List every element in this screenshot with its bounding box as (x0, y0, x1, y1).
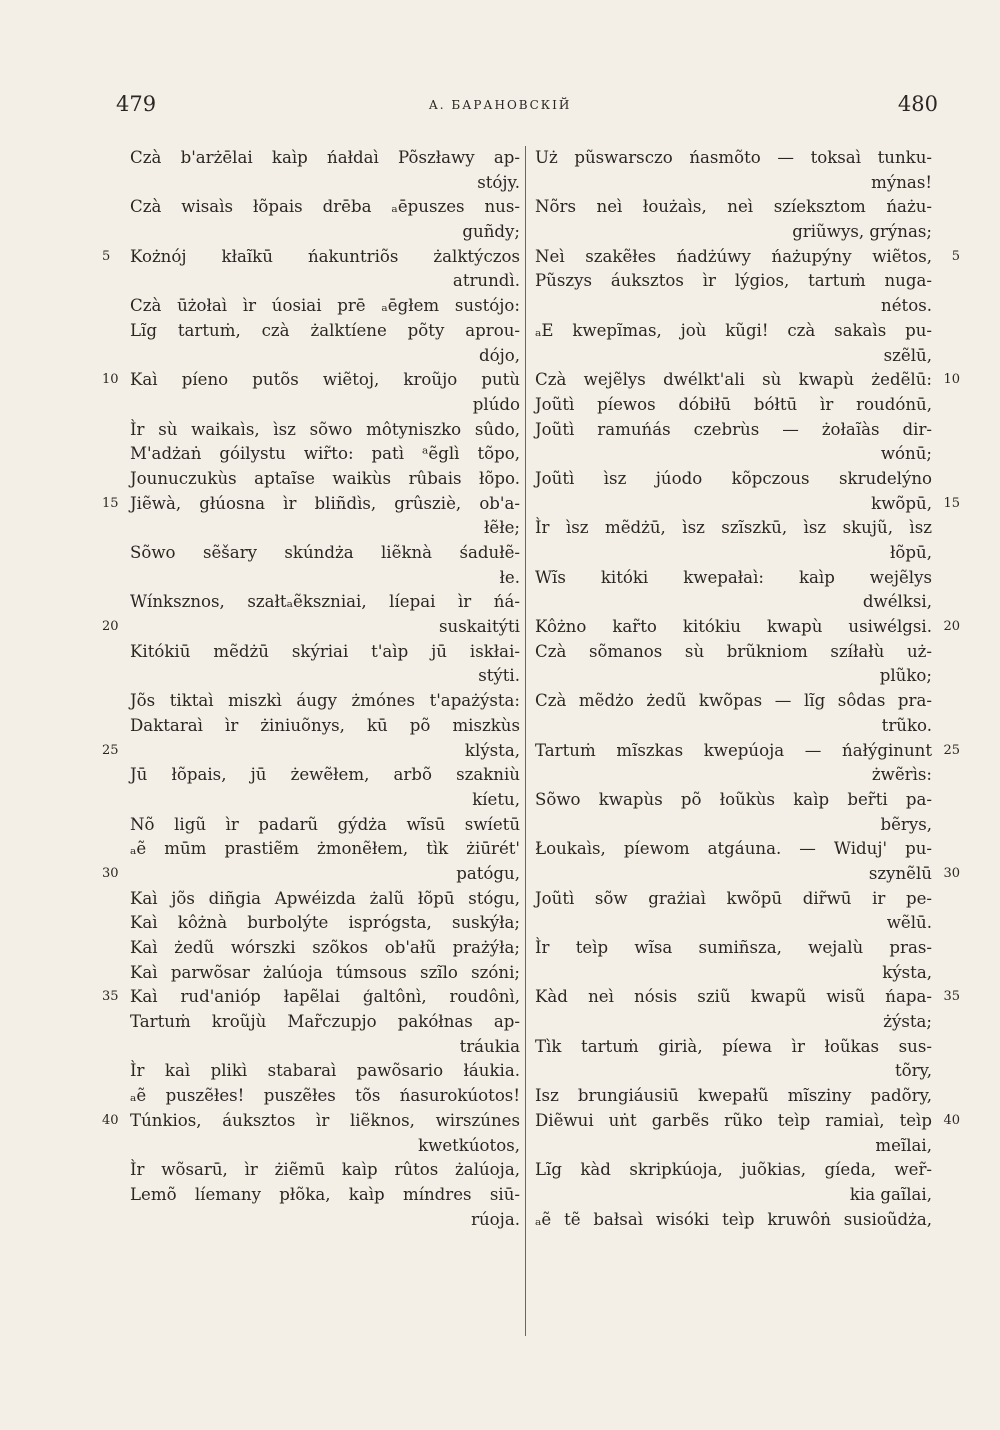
verse-text: Nõ ligũ ìr padarũ gýdża wĩsū swíetū (130, 814, 520, 834)
verse-text: Kaì kôżnà burbolýte isprógsta, suskýła; (130, 913, 520, 933)
verse-text: Kożnój kłaĩkū ńakuntriõs żalktýczos (130, 246, 520, 266)
verse-line (100, 887, 520, 912)
verse-line (533, 1208, 962, 1233)
verse-line (533, 640, 962, 665)
verse-text: M'adżaṅ góilystu wir̃to: patì ᵃẽglì tõpo, (130, 444, 520, 464)
verse-text: Tartuṁ kroũjù Mar̃czupjo pakółnas ap- (130, 1012, 520, 1032)
verse-text: łõpū, (890, 543, 932, 562)
verse-line (100, 492, 520, 517)
verse-line (533, 195, 962, 220)
verse-text: Czà ūżołaì ìr úosiai prē ₐēgłem sustójo: (130, 296, 520, 316)
page-number-right: 480 (897, 92, 938, 116)
verse-text: Pũszys áuksztos ìr lýgios, tartuṁ nuga- (535, 271, 932, 291)
verse-line (533, 763, 962, 788)
verse-line (100, 640, 520, 665)
verse-line (100, 195, 520, 220)
verse-line (100, 837, 520, 862)
verse-line (100, 714, 520, 739)
verse-text: tõry, (894, 1061, 932, 1081)
page-number-left: 479 (116, 92, 157, 116)
verse-text: Joũtì ìsz júodo kõpczous skrudelýno (535, 468, 932, 488)
verse-line (533, 344, 962, 369)
line-number: 15 (943, 495, 960, 511)
verse-line (533, 1158, 962, 1183)
line-number: 20 (943, 619, 960, 635)
verse-text: szynẽlū (868, 863, 932, 883)
line-number: 35 (102, 989, 119, 1005)
verse-line (100, 294, 520, 319)
verse-line (533, 245, 962, 270)
line-number: 25 (943, 742, 960, 758)
verse-text: kíetu, (472, 789, 520, 809)
verse-text: kýsta, (882, 962, 932, 982)
verse-line (100, 319, 520, 344)
verse-line (533, 887, 962, 912)
verse-line (533, 961, 962, 986)
verse-text: ₐẽ puszẽłes! puszẽłes tõs ńasurokúotos! (130, 1086, 520, 1106)
verse-text: Kàd neì nósis sziũ kwapũ wisũ ńapa- (535, 987, 932, 1007)
verse-line (533, 319, 962, 344)
verse-line (533, 294, 962, 319)
verse-line (533, 862, 962, 887)
verse-line (100, 467, 520, 492)
verse-text: Daktaraì ìr żiniuõnys, kū põ miszkùs (130, 715, 520, 735)
verse-line (100, 862, 520, 887)
verse-line (100, 1035, 520, 1060)
verse-text: kwetkúotos, (418, 1135, 520, 1155)
verse-line (100, 936, 520, 961)
verse-text: dwélksi, (862, 592, 932, 612)
verse-text: Ìr sù waikaìs, ìsz sõwo môtyniszko sûdo, (130, 419, 520, 439)
verse-line (533, 985, 962, 1010)
verse-text: ₐẽ tẽ bałsaì wisóki teìp kruwôṅ susioũdża, (535, 1209, 932, 1229)
verse-line (100, 220, 520, 245)
verse-line (100, 344, 520, 369)
verse-text: Kaì jõs diñgia Apwéizda żalũ łõpū stógu, (130, 888, 520, 908)
verse-line (100, 541, 520, 566)
verse-line (533, 1059, 962, 1084)
verse-line (100, 788, 520, 813)
line-number: 20 (102, 619, 119, 635)
line-number: 5 (102, 248, 111, 264)
verse-text: Kaì żedũ wórszki szõkos ob'ałũ prażýła; (130, 938, 520, 957)
verse-text: kwõpū, (871, 493, 932, 513)
verse-text: ₐẽ mūm prastiẽm żmonẽłem, tìk żiūrét' (130, 839, 520, 859)
verse-text: guñdy; (462, 222, 520, 242)
line-number: 10 (102, 372, 119, 388)
verse-text: łẽłe; (484, 518, 520, 538)
verse-text: Uż pũswarsczo ńasmõto — toksaì tunku- (535, 148, 932, 167)
page-header (0, 92, 1000, 128)
verse-line (533, 171, 962, 196)
line-number: 40 (943, 1112, 960, 1128)
verse-text: Czà b'arżēlai kaìp ńałdaì Põszławy ap- (130, 148, 520, 167)
line-number: 30 (102, 865, 119, 881)
line-number: 10 (943, 372, 960, 388)
verse-line (533, 837, 962, 862)
verse-line (100, 566, 520, 591)
running-title: А. БАРАНОВСКІЙ (428, 98, 572, 112)
verse-line (533, 788, 962, 813)
verse-line (533, 516, 962, 541)
line-number: 15 (102, 495, 119, 511)
verse-text: tráukia (459, 1036, 520, 1056)
verse-line (100, 664, 520, 689)
verse-text: Isz brungiáusiū kwepałũ mĩsziny padõry, (535, 1086, 932, 1106)
verse-line (533, 269, 962, 294)
verse-line (533, 1010, 962, 1035)
verse-text: Sõwo sẽšary skúndża liẽknà śadułẽ- (130, 543, 520, 562)
verse-line (100, 146, 520, 171)
verse-line (100, 1158, 520, 1183)
verse-text: Kaì parwõsar żalúoja túmsous szĩlo szóni; (130, 962, 520, 982)
verse-line (100, 418, 520, 443)
verse-line (533, 368, 962, 393)
verse-line (100, 269, 520, 294)
verse-text: Jiẽwà, głúosna ìr bliñdìs, grûsziè, ob'a- (130, 493, 520, 513)
verse-text: Ìr kaì plikì stabaraì pawõsario łáukia. (130, 1061, 520, 1081)
verse-text: Tartuṁ mĩszkas kwepúoja — ńałýginunt (535, 740, 932, 760)
verse-text: wẽlū. (886, 913, 932, 933)
verse-text: Czà wisaìs łõpais drēba ₐēpuszes nus- (130, 197, 520, 217)
verse-line (533, 442, 962, 467)
verse-line (533, 664, 962, 689)
verse-text: Łoukaìs, píewom atgáuna. — Widuj' pu- (535, 839, 932, 859)
verse-text: suskaitýti (439, 617, 520, 637)
verse-line (100, 689, 520, 714)
verse-text: bẽrys, (880, 814, 932, 834)
verse-text: stójy. (477, 172, 520, 192)
verse-line (533, 936, 962, 961)
verse-text: Wínksznos, szałtₐẽkszniai, líepai ìr ńá- (130, 592, 520, 612)
verse-text: dójo, (478, 345, 520, 365)
verse-line (100, 516, 520, 541)
verse-text: Lĩg tartuṁ, czà żalktíene põty aprou- (130, 320, 520, 340)
verse-line (533, 541, 962, 566)
verse-line (533, 590, 962, 615)
verse-line (533, 220, 962, 245)
verse-line (100, 368, 520, 393)
verse-text: Jõs tiktaì miszkì áugy żmónes t'apażýsta: (130, 691, 520, 711)
line-number: 40 (102, 1112, 119, 1128)
verse-line (533, 739, 962, 764)
verse-line (100, 1084, 520, 1109)
verse-line (533, 492, 962, 517)
verse-line (533, 566, 962, 591)
verse-line (100, 442, 520, 467)
verse-text: Lemõ líemany płõka, kaìp míndres siū- (130, 1184, 520, 1204)
verse-text: Joũtì sõw grażiaì kwõpū dir̃wū ir pe- (535, 888, 932, 908)
verse-text: żwẽrìs: (871, 765, 932, 785)
verse-line (533, 813, 962, 838)
verse-text: Diẽwui uṅt garbẽs rũko teìp ramiaì, teìp (535, 1110, 932, 1130)
verse-text: klýsta, (464, 740, 520, 760)
verse-text: Kaì rud'anióp łapẽlai ģaltônì, roudônì, (130, 987, 520, 1007)
verse-line (100, 615, 520, 640)
line-number: 35 (943, 989, 960, 1005)
verse-text: Ìr ìsz mẽdżū, ìsz szĩszkū, ìsz skujũ, ìsz (535, 518, 932, 538)
verse-text: Joũtì píewos dóbiłū bółtū ìr roudónū, (535, 394, 932, 414)
verse-line (100, 911, 520, 936)
verse-line (100, 590, 520, 615)
verse-text: stýti. (478, 666, 520, 686)
verse-line (533, 1084, 962, 1109)
verse-text: Kitókiū mẽdżū skýriai t'aìp jū iskłai- (130, 641, 520, 661)
verse-line (533, 689, 962, 714)
verse-text: meĩlai, (875, 1135, 932, 1155)
verse-text: plúdo (472, 394, 520, 414)
verse-text: Tìk tartuṁ girià, píewa ìr łoũkas sus- (535, 1036, 932, 1056)
verse-line (100, 739, 520, 764)
verse-text: Neì szakẽłes ńadżúwy ńażupýny wiẽtos, (535, 246, 932, 266)
verse-text: szẽlū, (883, 345, 932, 365)
verse-line (533, 615, 962, 640)
verse-line (100, 763, 520, 788)
line-number: 25 (102, 742, 119, 758)
verse-line (100, 1208, 520, 1233)
verse-line (533, 911, 962, 936)
verse-line (533, 714, 962, 739)
verse-text: patógu, (456, 863, 520, 883)
verse-text: wónū; (880, 444, 932, 464)
verse-text: Túnkios, áuksztos ìr liẽknos, wirszúnes (130, 1110, 520, 1130)
verse-text: Kôżno kar̃to kitókiu kwapù usiwélgsi. (535, 617, 932, 637)
verse-line (533, 467, 962, 492)
verse-text: żýsta; (883, 1012, 932, 1032)
verse-text: kia gaĩlai, (849, 1184, 932, 1204)
verse-text: atrundì. (452, 271, 520, 291)
verse-line (100, 1059, 520, 1084)
verse-line (100, 813, 520, 838)
verse-line (100, 1109, 520, 1134)
verse-text: Nõrs neì łoużaìs, neì szíeksztom ńażu- (535, 197, 932, 217)
verse-line (533, 1109, 962, 1134)
verse-line (533, 418, 962, 443)
verse-text: trũko. (881, 715, 932, 735)
verse-text: ₐE kwepĩmas, joù kũgi! czà sakaìs pu- (535, 320, 932, 340)
verse-text: Joũtì ramuńás czebrùs — żołaĩàs dir- (535, 419, 932, 439)
verse-text: Czà sõmanos sù brũkniom szíłałù uż- (535, 641, 932, 661)
column-divider (525, 146, 526, 1336)
verse-line (100, 1134, 520, 1159)
right-column (533, 146, 962, 1232)
verse-line (100, 1183, 520, 1208)
verse-text: Jū łõpais, jū żewẽłem, arbõ szakniù (130, 765, 520, 785)
verse-line (533, 146, 962, 171)
verse-text: łe. (499, 567, 520, 587)
verse-text: Czà mẽdżo żedũ kwõpas — lĩg sôdas pra- (535, 691, 932, 711)
verse-text: Sõwo kwapùs põ łoũkùs kaìp ber̃ti pa- (535, 789, 932, 809)
verse-text: nétos. (881, 296, 932, 316)
verse-line (100, 1010, 520, 1035)
verse-line (533, 1183, 962, 1208)
verse-text: Jounuczukùs aptaĩse waikùs rûbais łõpo. (130, 468, 520, 488)
verse-text: plũko; (879, 666, 932, 686)
verse-text: Czà wejẽlys dwélkt'ali sù kwapù żedẽlū: (535, 370, 932, 390)
verse-line (100, 985, 520, 1010)
verse-line (100, 393, 520, 418)
verse-line (100, 171, 520, 196)
line-number: 30 (943, 865, 960, 881)
verse-line (100, 245, 520, 270)
verse-text: Wĩs kitóki kwepałaì: kaìp wejẽlys (535, 567, 932, 587)
verse-text: mýnas! (871, 172, 932, 192)
verse-line (533, 1035, 962, 1060)
left-column (100, 146, 520, 1232)
verse-text: griũwys, grýnas; (792, 222, 932, 242)
verse-line (533, 1134, 962, 1159)
verse-line (100, 961, 520, 986)
verse-text: Ìr wõsarū, ìr żiẽmū kaìp rûtos żalúoja, (130, 1160, 520, 1180)
line-number: 5 (951, 248, 960, 264)
verse-text: Kaì píeno putõs wiẽtoj, kroũjo putù (130, 370, 520, 390)
verse-text: Ìr teìp wĩsa sumiñsza, wejalù pras- (535, 938, 932, 957)
verse-line (533, 393, 962, 418)
verse-text: Lĩg kàd skripkúoja, juõkias, gíeda, wer̃- (535, 1160, 932, 1180)
verse-text: rúoja. (471, 1209, 520, 1229)
